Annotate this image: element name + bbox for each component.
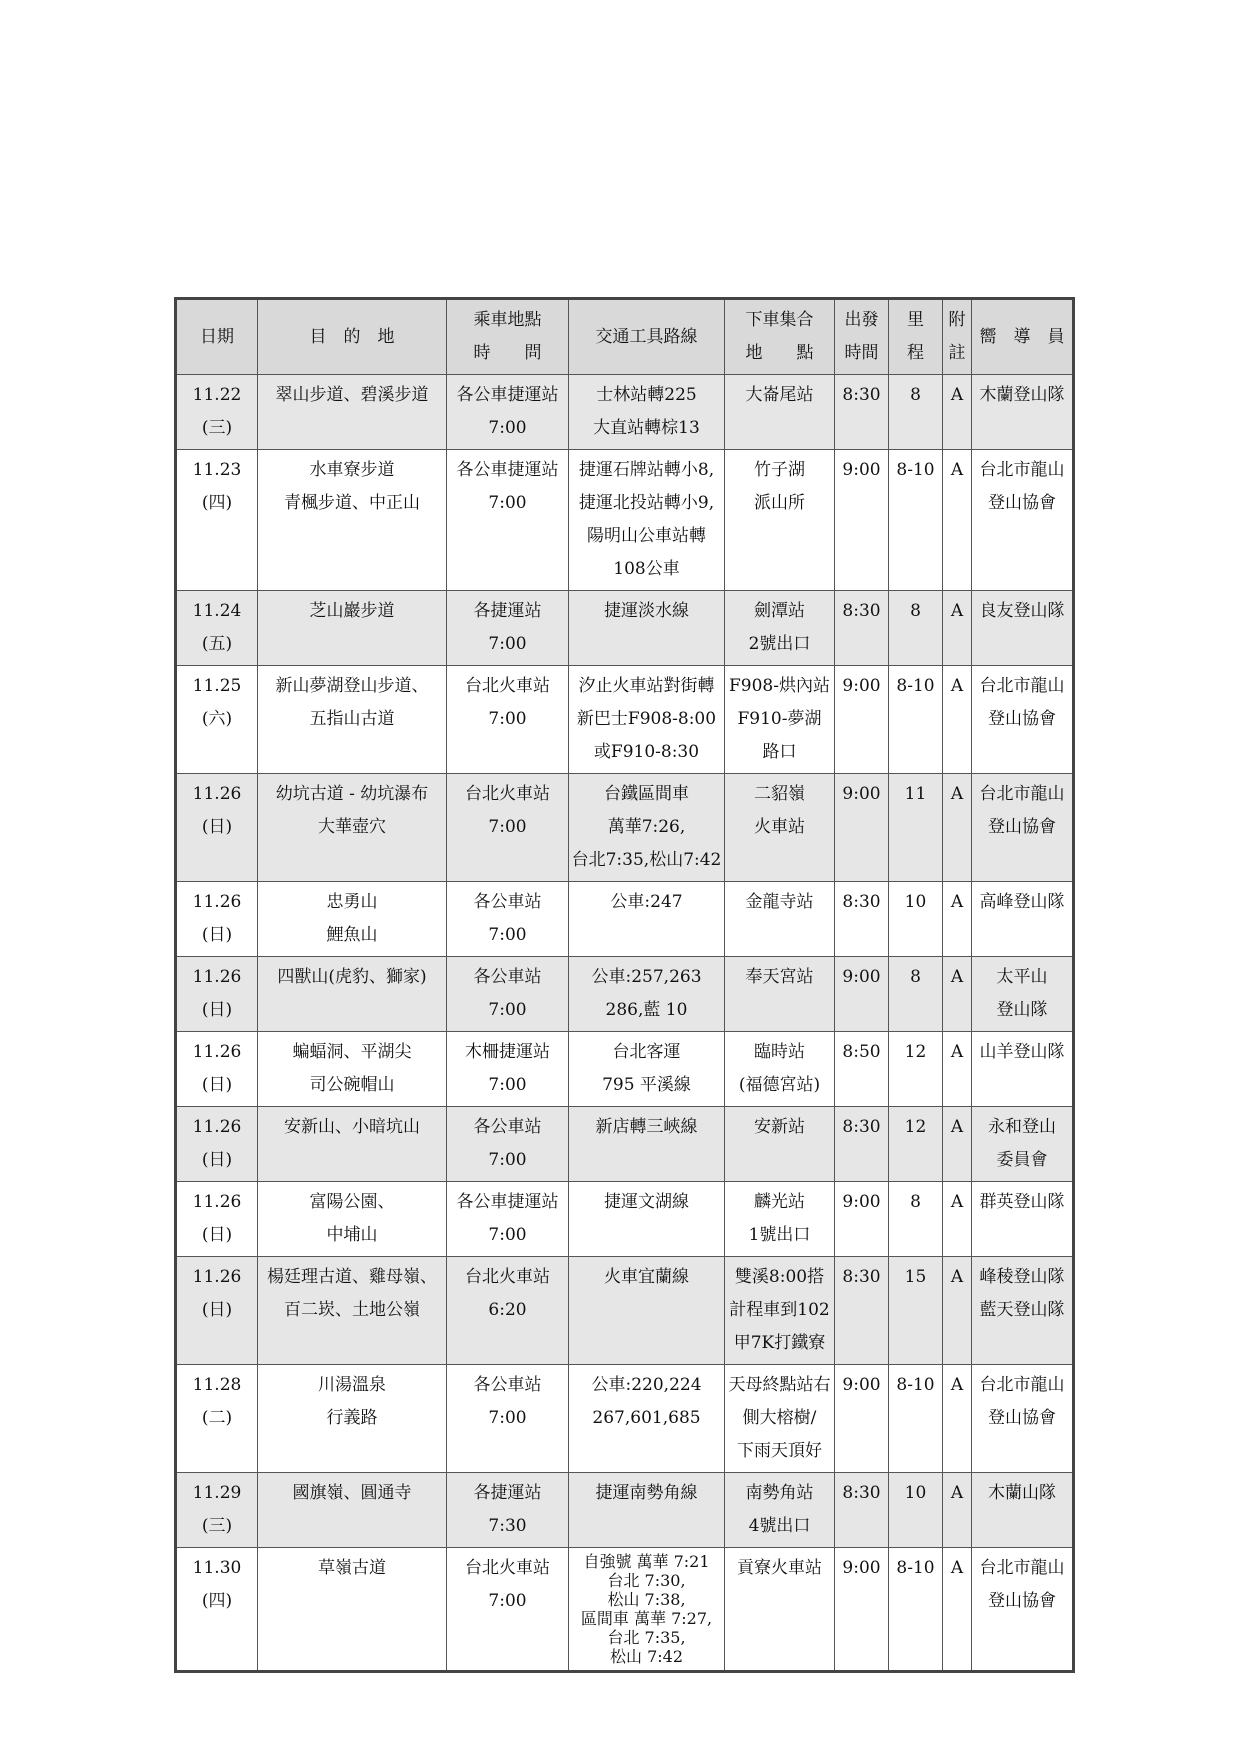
cell-note: A: [943, 450, 972, 591]
hiking-schedule-table: [174, 297, 1075, 1673]
cell-meeting-point: 天母終點站右 側大榕樹/ 下雨天頂好: [725, 1365, 835, 1473]
cell-departure-time: 8:30: [835, 1257, 889, 1365]
cell-transit-route: 士林站轉225 大直站轉棕13: [569, 375, 725, 450]
cell-destination: 安新山、小暗坑山: [258, 1107, 447, 1182]
cell-destination: 草嶺古道: [258, 1548, 447, 1672]
cell-destination: 忠勇山 鯉魚山: [258, 882, 447, 957]
cell-note: A: [943, 1182, 972, 1257]
cell-distance: 12: [889, 1107, 943, 1182]
cell-meeting-point: 奉天宮站: [725, 957, 835, 1032]
cell-distance: 8-10: [889, 450, 943, 591]
cell-destination: 水車寮步道 青楓步道、中正山: [258, 450, 447, 591]
cell-departure-time: 8:50: [835, 1032, 889, 1107]
cell-distance: 11: [889, 774, 943, 882]
table-row: [176, 774, 1074, 882]
cell-meeting-point: 雙溪8:00搭 計程車到102 甲7K打鐵寮: [725, 1257, 835, 1365]
cell-guide: 台北市龍山 登山協會: [972, 1548, 1074, 1672]
cell-destination: 川湯溫泉 行義路: [258, 1365, 447, 1473]
cell-date: 11.30 (四): [176, 1548, 258, 1672]
header-guide: 嚮 導 員: [972, 299, 1074, 375]
cell-departure-time: 8:30: [835, 1473, 889, 1548]
table-row: [176, 1365, 1074, 1473]
cell-guide: 木蘭山隊: [972, 1473, 1074, 1548]
cell-guide: 高峰登山隊: [972, 882, 1074, 957]
cell-guide: 太平山 登山隊: [972, 957, 1074, 1032]
cell-boarding: 各公車站 7:00: [447, 882, 569, 957]
cell-distance: 8: [889, 591, 943, 666]
header-boarding: 乘車地點 時 問: [447, 299, 569, 375]
cell-distance: 8-10: [889, 1548, 943, 1672]
cell-distance: 8: [889, 957, 943, 1032]
cell-date: 11.26 (日): [176, 957, 258, 1032]
table-row: [176, 1032, 1074, 1107]
cell-note: A: [943, 1107, 972, 1182]
cell-note: A: [943, 591, 972, 666]
cell-transit-route: 捷運淡水線: [569, 591, 725, 666]
cell-date: 11.23 (四): [176, 450, 258, 591]
cell-destination: 楊廷理古道、雞母嶺、 百二崁、土地公嶺: [258, 1257, 447, 1365]
cell-distance: 8-10: [889, 1365, 943, 1473]
cell-departure-time: 9:00: [835, 1365, 889, 1473]
cell-transit-route: 新店轉三峽線: [569, 1107, 725, 1182]
cell-distance: 8: [889, 1182, 943, 1257]
header-destination: 目 的 地: [258, 299, 447, 375]
header-date: 日期: [176, 299, 258, 375]
cell-date: 11.26 (日): [176, 1032, 258, 1107]
table-row: [176, 1182, 1074, 1257]
cell-departure-time: 9:00: [835, 1182, 889, 1257]
cell-note: A: [943, 1257, 972, 1365]
header-transit-route: 交通工具路線: [569, 299, 725, 375]
cell-note: A: [943, 1365, 972, 1473]
cell-departure-time: 8:30: [835, 1107, 889, 1182]
cell-transit-route: 捷運石牌站轉小8, 捷運北投站轉小9, 陽明山公車站轉 108公車: [569, 450, 725, 591]
table-row: [176, 1107, 1074, 1182]
cell-meeting-point: 麟光站 1號出口: [725, 1182, 835, 1257]
cell-boarding: 台北火車站 6:20: [447, 1257, 569, 1365]
cell-boarding: 各公車捷運站 7:00: [447, 450, 569, 591]
cell-guide: 台北市龍山 登山協會: [972, 450, 1074, 591]
cell-transit-route: 台鐵區間車 萬華7:26, 台北7:35,松山7:42: [569, 774, 725, 882]
cell-note: A: [943, 375, 972, 450]
cell-distance: 15: [889, 1257, 943, 1365]
header-meeting-point: 下車集合 地 點: [725, 299, 835, 375]
cell-date: 11.26 (日): [176, 1107, 258, 1182]
cell-guide: 台北市龍山 登山協會: [972, 1365, 1074, 1473]
cell-guide: 良友登山隊: [972, 591, 1074, 666]
cell-boarding: 各公車站 7:00: [447, 1365, 569, 1473]
cell-transit-route: 火車宜蘭線: [569, 1257, 725, 1365]
cell-distance: 12: [889, 1032, 943, 1107]
cell-date: 11.26 (日): [176, 1182, 258, 1257]
cell-destination: 芝山巖步道: [258, 591, 447, 666]
cell-departure-time: 9:00: [835, 450, 889, 591]
header-departure-time: 出發 時間: [835, 299, 889, 375]
cell-departure-time: 9:00: [835, 1548, 889, 1672]
table-row: [176, 1473, 1074, 1548]
cell-boarding: 木柵捷運站 7:00: [447, 1032, 569, 1107]
header-distance: 里 程: [889, 299, 943, 375]
cell-guide: 群英登山隊: [972, 1182, 1074, 1257]
table-row: [176, 591, 1074, 666]
cell-boarding: 各公車站 7:00: [447, 1107, 569, 1182]
cell-transit-route: 公車:257,263 286,藍 10: [569, 957, 725, 1032]
cell-meeting-point: 劍潭站 2號出口: [725, 591, 835, 666]
cell-transit-route: 汐止火車站對街轉 新巴士F908-8:00 或F910-8:30: [569, 666, 725, 774]
cell-guide: 木蘭登山隊: [972, 375, 1074, 450]
cell-meeting-point: 安新站: [725, 1107, 835, 1182]
cell-date: 11.24 (五): [176, 591, 258, 666]
cell-meeting-point: 臨時站 (福德宮站): [725, 1032, 835, 1107]
cell-note: A: [943, 1473, 972, 1548]
schedule-body: [176, 375, 1074, 1672]
cell-note: A: [943, 774, 972, 882]
table-row: [176, 1548, 1074, 1672]
cell-departure-time: 9:00: [835, 666, 889, 774]
cell-note: A: [943, 666, 972, 774]
table-row: [176, 450, 1074, 591]
cell-boarding: 各公車捷運站 7:00: [447, 1182, 569, 1257]
cell-boarding: 各公車站 7:00: [447, 957, 569, 1032]
table-row: [176, 1257, 1074, 1365]
cell-distance: 10: [889, 1473, 943, 1548]
cell-meeting-point: 竹子湖 派山所: [725, 450, 835, 591]
cell-departure-time: 9:00: [835, 774, 889, 882]
cell-transit-route: 捷運文湖線: [569, 1182, 725, 1257]
cell-boarding: 台北火車站 7:00: [447, 774, 569, 882]
cell-date: 11.28 (二): [176, 1365, 258, 1473]
cell-meeting-point: 金龍寺站: [725, 882, 835, 957]
cell-transit-route: 台北客運 795 平溪線: [569, 1032, 725, 1107]
cell-destination: 國旗嶺、圓通寺: [258, 1473, 447, 1548]
cell-date: 11.22 (三): [176, 375, 258, 450]
cell-boarding: 各公車捷運站 7:00: [447, 375, 569, 450]
cell-distance: 10: [889, 882, 943, 957]
cell-date: 11.29 (三): [176, 1473, 258, 1548]
cell-date: 11.25 (六): [176, 666, 258, 774]
cell-guide: 峰稜登山隊 藍天登山隊: [972, 1257, 1074, 1365]
cell-destination: 蝙蝠洞、平湖尖 司公碗帽山: [258, 1032, 447, 1107]
cell-note: A: [943, 1548, 972, 1672]
cell-transit-route: 公車:247: [569, 882, 725, 957]
cell-destination: 新山夢湖登山步道、 五指山古道: [258, 666, 447, 774]
cell-note: A: [943, 1032, 972, 1107]
table-row: [176, 957, 1074, 1032]
cell-note: A: [943, 882, 972, 957]
cell-departure-time: 8:30: [835, 591, 889, 666]
cell-guide: 永和登山 委員會: [972, 1107, 1074, 1182]
cell-meeting-point: 南勢角站 4號出口: [725, 1473, 835, 1548]
table-row: [176, 882, 1074, 957]
cell-destination: 四獸山(虎豹、獅家): [258, 957, 447, 1032]
cell-date: 11.26 (日): [176, 882, 258, 957]
cell-date: 11.26 (日): [176, 1257, 258, 1365]
cell-destination: 幼坑古道 - 幼坑瀑布 大華壺穴: [258, 774, 447, 882]
cell-boarding: 台北火車站 7:00: [447, 666, 569, 774]
cell-guide: 山羊登山隊: [972, 1032, 1074, 1107]
cell-meeting-point: 貢寮火車站: [725, 1548, 835, 1672]
table-row: [176, 375, 1074, 450]
cell-departure-time: 9:00: [835, 957, 889, 1032]
cell-transit-route: 公車:220,224 267,601,685: [569, 1365, 725, 1473]
cell-note: A: [943, 957, 972, 1032]
cell-departure-time: 8:30: [835, 375, 889, 450]
header-row: [176, 299, 1074, 375]
cell-guide: 台北市龍山 登山協會: [972, 774, 1074, 882]
cell-date: 11.26 (日): [176, 774, 258, 882]
cell-destination: 翠山步道、碧溪步道: [258, 375, 447, 450]
cell-transit-route: 捷運南勢角線: [569, 1473, 725, 1548]
cell-distance: 8: [889, 375, 943, 450]
cell-departure-time: 8:30: [835, 882, 889, 957]
table-row: [176, 666, 1074, 774]
header-note: 附 註: [943, 299, 972, 375]
cell-boarding: 各捷運站 7:00: [447, 591, 569, 666]
cell-distance: 8-10: [889, 666, 943, 774]
cell-destination: 富陽公園、 中埔山: [258, 1182, 447, 1257]
cell-guide: 台北市龍山 登山協會: [972, 666, 1074, 774]
cell-boarding: 各捷運站 7:30: [447, 1473, 569, 1548]
cell-transit-route: 自強號 萬華 7:21 台北 7:30, 松山 7:38, 區間車 萬華 7:27, 台北 7:35, 松山 7:42: [569, 1548, 725, 1672]
cell-meeting-point: 大崙尾站: [725, 375, 835, 450]
cell-meeting-point: 二貂嶺 火車站: [725, 774, 835, 882]
cell-meeting-point: F908-烘內站 F910-夢湖 路口: [725, 666, 835, 774]
cell-boarding: 台北火車站 7:00: [447, 1548, 569, 1672]
